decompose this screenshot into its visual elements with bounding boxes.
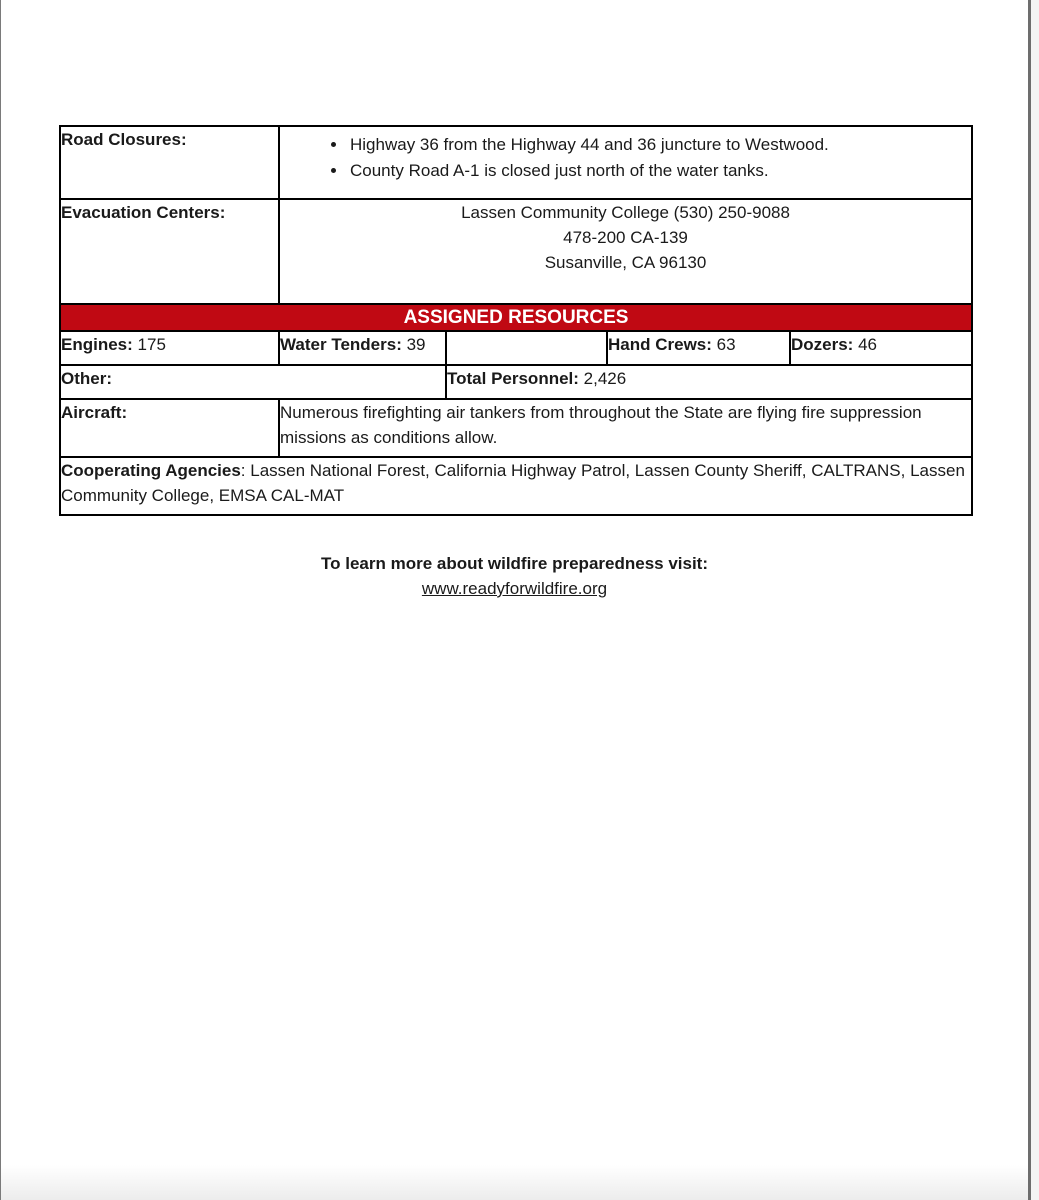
evacuation-centers-address — [279, 199, 972, 304]
aircraft-label-cell — [60, 399, 279, 457]
cooperating-agencies-list: : Lassen National Forest, California Highway Patrol, Lassen County Sheriff, CALTRANS, Lassen Community College, EMSA CAL-MAT — [61, 461, 965, 505]
other-label: Other: — [61, 369, 112, 388]
dozers-label: Dozers: — [791, 335, 854, 354]
resource-counts-row — [60, 331, 972, 365]
water-tenders-cell — [279, 331, 446, 365]
empty-resource-cell — [446, 331, 607, 365]
assigned-resources-heading: ASSIGNED RESOURCES — [60, 304, 972, 331]
dozers-cell — [790, 331, 972, 365]
cooperating-agencies-cell — [60, 457, 972, 515]
hand-crews-cell — [607, 331, 790, 365]
road-closures-row — [60, 126, 972, 199]
engines-value: 175 — [137, 335, 166, 354]
evacuation-centers-label-cell — [60, 199, 279, 304]
page-bottom-shadow — [1, 1165, 1028, 1200]
total-personnel-label: Total Personnel: — [447, 369, 579, 388]
water-tenders-label: Water Tenders: — [280, 335, 402, 354]
road-closure-item: • Highway 36 from the Highway 44 and 36 juncture to Westwood. — [348, 132, 971, 158]
hand-crews-label: Hand Crews: — [608, 335, 712, 354]
road-closure-item: • County Road A-1 is closed just north of the water tanks. — [348, 158, 971, 184]
assigned-resources-heading-row — [60, 304, 972, 331]
evacuation-center-city: Susanville, CA 96130 — [544, 253, 707, 272]
other-cell — [60, 365, 446, 399]
preparedness-prompt: To learn more about wildfire preparedness visit: — [321, 554, 708, 573]
preparedness-link-line — [0, 576, 1029, 601]
total-personnel-cell — [446, 365, 972, 399]
road-closures-label: Road Closures: — [61, 130, 187, 149]
evacuation-centers-row — [60, 199, 972, 304]
road-closures-list-cell — [279, 126, 972, 199]
incident-info-table — [59, 125, 973, 516]
evacuation-center-name: Lassen Community College (530) 250-9088 — [461, 203, 790, 222]
readyforwildfire-link[interactable]: www.readyforwildfire.org — [421, 579, 608, 598]
engines-cell — [60, 331, 279, 365]
evacuation-centers-label: Evacuation Centers: — [61, 203, 226, 222]
water-tenders-value: 39 — [406, 335, 426, 354]
other-personnel-row — [60, 365, 972, 399]
hand-crews-value: 63 — [716, 335, 736, 354]
aircraft-label: Aircraft: — [61, 403, 128, 422]
cooperating-agencies-label: Cooperating Agencies — [61, 461, 241, 480]
aircraft-row — [60, 399, 972, 457]
dozers-value: 46 — [858, 335, 878, 354]
viewer-gutter — [1031, 0, 1039, 1200]
road-closures-label-cell — [60, 126, 279, 199]
engines-label: Engines: — [61, 335, 133, 354]
aircraft-description: Numerous firefighting air tankers from throughout the State are flying fire suppression missions as conditions allow. — [279, 399, 972, 457]
cooperating-agencies-row — [60, 457, 972, 515]
total-personnel-value: 2,426 — [583, 369, 627, 388]
road-closures-list — [280, 127, 971, 184]
evacuation-center-street: 478-200 CA-139 — [563, 228, 688, 247]
